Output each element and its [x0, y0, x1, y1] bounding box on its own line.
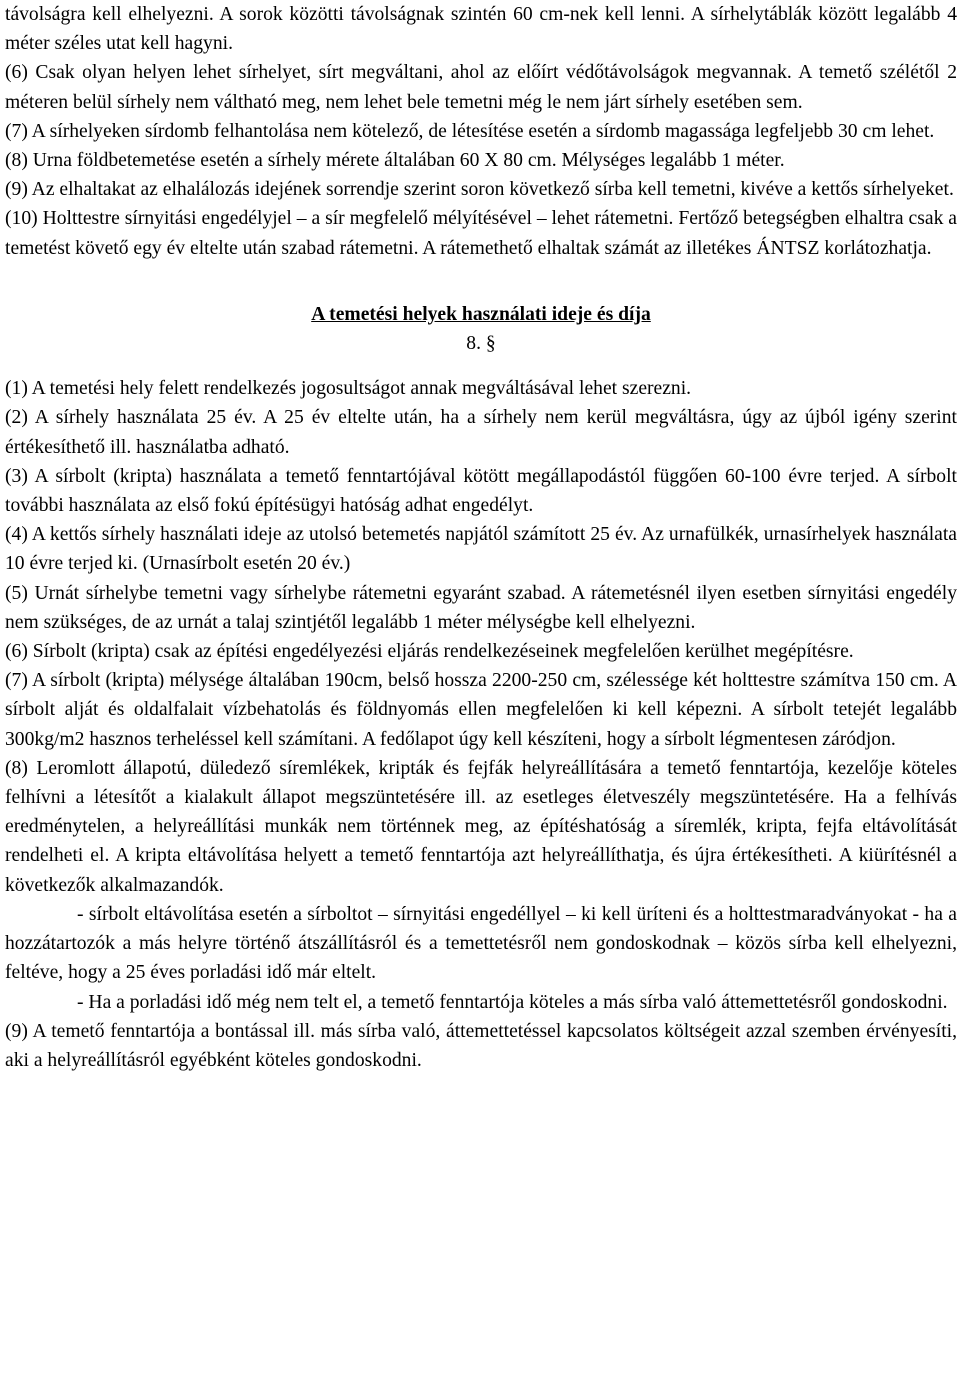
section-title: A temetési helyek használati ideje és díja	[311, 303, 651, 325]
section-paragraph-8: (8) Leromlott állapotú, düledező síremlékek, kripták és fejfák helyreállítására a temető fenntartója, kezelője köteles felhívni a létesítőt a kialakult állapot megszüntetésére ill. az esetleges életveszély megszüntetésére. Ha a felhívás eredménytelen, a helyreállítási munkák nem történnek meg, az építéshatóság a síremlék, kripta, fejfa eltávolítását rendelheti el. A kripta eltávolítása helyett a temető fenntartója azt helyreállíthatja, és újra értékesítheti. A kiürítésnél a következők alkalmazandók.	[5, 757, 957, 896]
section-paragraph-7: (7) A sírbolt (kripta) mélysége általában 190cm, belső hossza 2200-250 cm, szélessége két holttestre számítva 150 cm. A sírbolt alját és oldalfalait vízbehatolás és földnyomás ellen megfelelően ki kell képezni. A sírbolt tetejét legalább 300kg/m2 hasznos terheléssel kell számítani. A fedőlapot úgy kell készíteni, hogy a sírbolt légmentesen záródjon.	[5, 670, 957, 750]
section-paragraph-6: (6) Sírbolt (kripta) csak az építési engedélyezési eljárás rendelkezéseinek megfelelően kerülhet megépítésre.	[5, 641, 854, 663]
spacer	[5, 263, 957, 300]
paragraph-7-grave-mound: (7) A sírhelyeken sírdomb felhantolása nem kötelező, de létesítése esetén a sírdomb magassága legfeljebb 30 cm lehet.	[5, 120, 935, 142]
section-paragraph-3: (3) A sírbolt (kripta) használata a temető fenntartójával kötött megállapodástól függően 60-100 évre terjed. A sírbolt további használata az első fokú építésügyi hatóság adhat engedélyt.	[5, 465, 957, 517]
section-paragraph-5: (5) Urnát sírhelybe temetni vagy sírhelybe rátemetni egyaránt szabad. A rátemetésnél ilyen esetben sírnyitási engedély nem szükséges, de az urnát a talaj szintjétől legalább 1 méter mélységbe kell elhelyezni.	[5, 582, 957, 633]
paragraph-9-burial-order: (9) Az elhaltakat az elhalálozás idejének sorrendje szerint soron következő sírba kell temetni, kivéve a kettős sírhelyeket.	[5, 179, 954, 201]
section-paragraph-4: (4) A kettős sírhely használati ideje az utolsó betemetés napjától számított 25 év. Az urnafülkék, urnasírhelyek használata 10 évre terjed ki. (Urnasírbolt esetén 20 év.)	[5, 524, 957, 575]
section-paragraph-9: (9) A temető fenntartója a bontással ill. más sírba való, áttemettetéssel kapcsolatos költségeit azzal szemben érvényesíti, aki a helyreállításról egyébként köteles gondoskodni.	[5, 1020, 957, 1071]
paragraph-continued-spacing: távolságra kell elhelyezni. A sorok közötti távolságnak szintén 60 cm-nek kell lenni. A sírhelytáblák között legalább 4 méter széles utat kell hagyni.	[5, 4, 957, 55]
section-paragraph-2: (2) A sírhely használata 25 év. A 25 év eltelte után, ha a sírhely nem kerül megváltásra, úgy az újból igény szerint értékesíthető ill. használatba adható.	[5, 407, 957, 458]
section-number: 8. §	[466, 333, 496, 355]
indented-item-decomposition-period: - Ha a porladási idő még nem telt el, a temető fenntartója köteles a más sírba való áttemettetésről gondoskodni.	[77, 991, 948, 1013]
section-paragraph-1: (1) A temetési hely felett rendelkezés jogosultságot annak megváltásával lehet szerezni.	[5, 378, 692, 400]
paragraph-10-reburial: (10) Holttestre sírnyitási engedélyjel – a sír megfelelő mélyítésével – lehet rátemetni. Fertőző betegségben elhaltra csak a temetést követő egy év eltelte után szabad rátemetni. A rátemethető elhaltak számát az illetékes ÁNTSZ korlátozhatja.	[5, 208, 957, 259]
paragraph-6-protective-distance: (6) Csak olyan helyen lehet sírhelyet, sírt megváltani, ahol az előírt védőtávolságok megvannak. A temető szélétől 2 méteren belül sírhely nem váltható meg, nem lehet bele temetni még le nem járt sírhely esetében sem.	[5, 62, 957, 113]
indented-item-crypt-removal: - sírbolt eltávolítása esetén a sírboltot – sírnyitási engedéllyel – ki kell üríteni és a holttestmaradványokat - ha a hozzátartozók a más helyre történő átszállításról és a temettetésről nem gondoskodnak – közös sírba kell elhelyezni, feltéve, hogy a 25 éves porladási idő már eltelt.	[5, 903, 957, 984]
paragraph-8-urn-burial: (8) Urna földbetemetése esetén a sírhely mérete általában 60 X 80 cm. Mélységes legalább 1 méter.	[5, 150, 785, 172]
